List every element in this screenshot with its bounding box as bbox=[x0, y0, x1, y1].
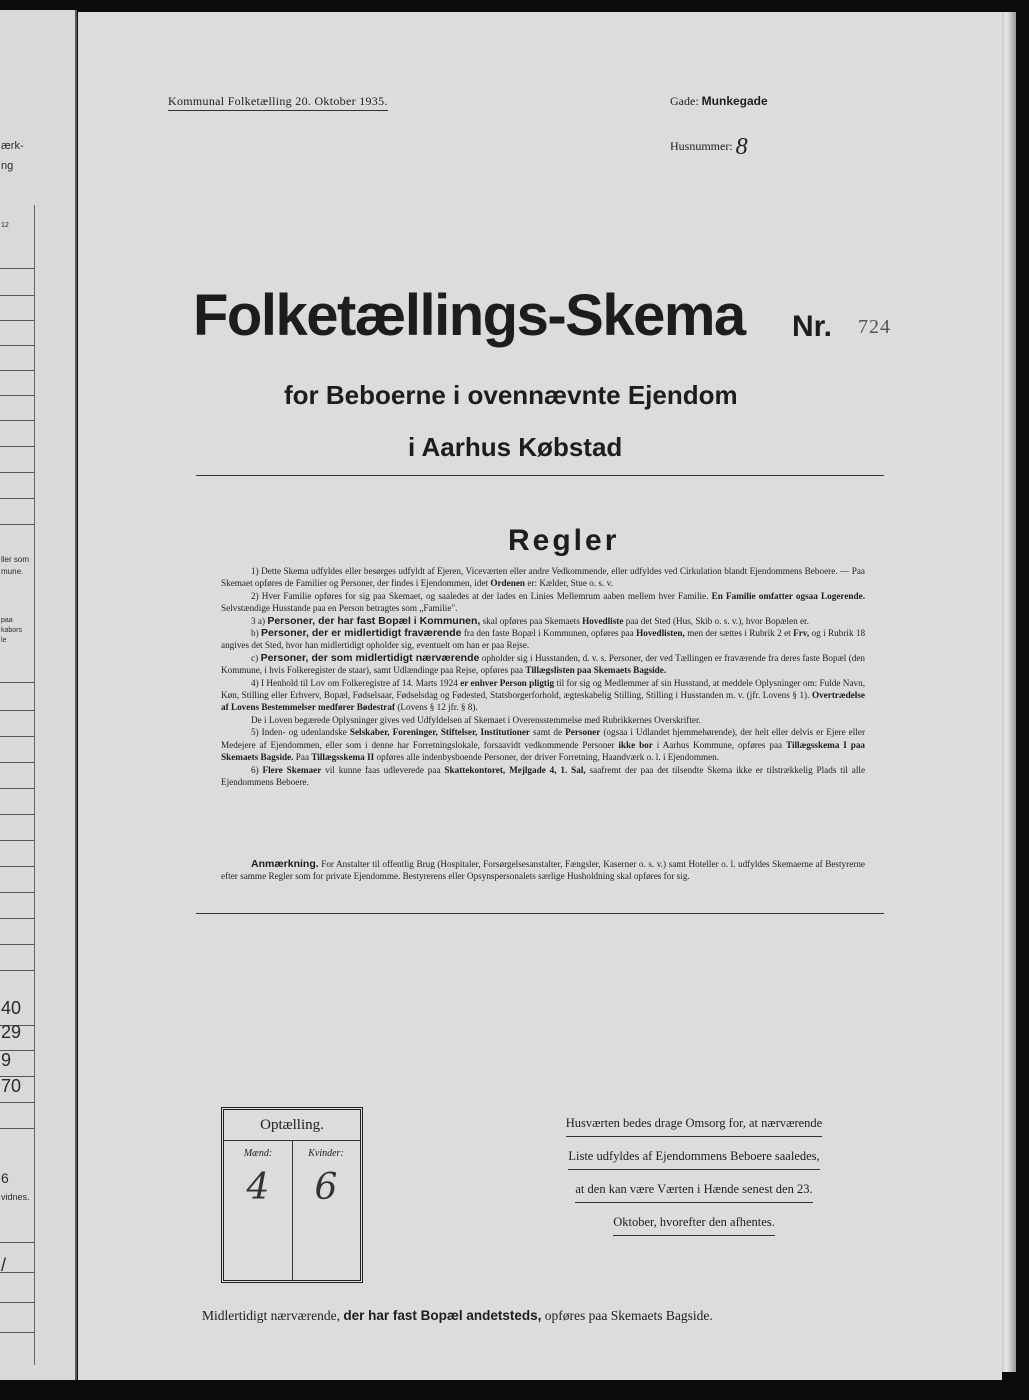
rules-text bbox=[221, 565, 865, 788]
left-page-rule bbox=[0, 320, 34, 321]
left-page-rule bbox=[0, 472, 34, 473]
footer-pre: Midlertidigt nærværende, bbox=[202, 1308, 340, 1323]
women-value: 6 bbox=[314, 1167, 338, 1208]
landlord-line-1: Husværten bedes drage Omsorg for, at nærværende bbox=[566, 1110, 823, 1137]
rule-3a: 3 a) Personer, der har fast Bopæl i Kommunen, skal opføres paa Skemaets Hovedliste paa det Sted (Hus, Skib o. s. v.), hvor Bopælen er. bbox=[251, 614, 809, 627]
rules-heading: Regler bbox=[508, 524, 620, 557]
rule-3b: b) Personer, der er midlertidigt fraværende fra den faste Bopæl i Kommunen, opføres paa Hovedlisten, men der sættes i Rubrik 2 et Frv, og i Rubrik 18 angives det Sted, hvor han midlertidigt opholder sig, eventuelt om han er paa Rejse. bbox=[221, 627, 866, 651]
left-page-fragment-text: 12 bbox=[1, 222, 9, 229]
left-page-rule bbox=[0, 970, 34, 971]
rule-6: 6) Flere Skemaer vil kunne faas udleverede paa Skattekontoret, Mejlgade 4, 1. Sal, saafremt der paa det tilsendte Skema ikke er tilstrækkelig Plads til alle Ejendommens Beboere. bbox=[221, 764, 866, 787]
census-header-line: Kommunal Folketælling 20. Oktober 1935. bbox=[168, 94, 388, 111]
form-number-value: 724 bbox=[858, 316, 891, 338]
left-page-rule bbox=[0, 420, 34, 421]
left-page-fragment-text: ng bbox=[1, 160, 14, 172]
count-title: Optælling. bbox=[224, 1110, 360, 1141]
left-page-fragment-text: 6 bbox=[1, 1170, 9, 1186]
form-subtitle-city: i Aarhus Købstad bbox=[408, 432, 623, 462]
left-page-fragment-text: mune. bbox=[1, 567, 24, 576]
divider-bottom bbox=[196, 913, 884, 914]
form-title: Folketællings-Skema bbox=[193, 283, 745, 348]
rule-1: 1) Dette Skema udfyldes eller besørges udfyldt af Ejeren, Viceværten eller andre Vedkommende, eller udfyldes ved Cirkulation blandt Ejendommens Beboere. — Paa Skemaet opføres de Familier og Personer, der findes i Ejendommen, idet Ordenen er: Kælder, Stue o. s. v. bbox=[221, 566, 865, 589]
rule-2: 2) Hver Familie opføres for sig paa Skemaet, og saaledes at der lades en Linies Mellemrum aaben mellem hver Familie. En Familie omfatter ogsaa Logerende. Selvstændige Husstande paa en Person betragtes som „Familie". bbox=[221, 590, 865, 614]
landlord-line-3: at den kan være Værten i Hænde senest den 23. bbox=[575, 1176, 812, 1203]
left-page-fragment-text: 29 bbox=[1, 1022, 22, 1042]
rule-4: 4) I Henhold til Lov om Folkeregistre af 14. Marts 1924 er enhver Person pligtig til for sig og Medlemmer af sin Husstand, at meddele Oplysninger om: Fulde Navn, Køn, Stilling eller Erhverv, Bopæl, Fødselsaar, Fødselsdag og Fødested, Statsborgerforhold, ægteskabelig Stilling, Stilling i Husstanden m. v. (jfr. Lovens § 1). Overtrædelse af Lovens Bestemmelser medfører Bødestraf (Lovens § 12 jfr. § 8). bbox=[221, 677, 866, 713]
count-box bbox=[221, 1107, 363, 1283]
left-page-rule bbox=[0, 918, 34, 919]
remark-label: Anmærkning. bbox=[251, 858, 319, 870]
left-page-rule bbox=[0, 345, 34, 346]
left-page-vertical-rule bbox=[34, 205, 35, 1365]
rule-3c: c) Personer, der som midlertidigt nærværende opholder sig i Husstanden, d. v. s. Personer, der ved Tællingen er fraværende fra deres faste Bopæl (den Kommune, i hvis Folkeregister de staar), samt Udlændinge paa Rejse, opføres paa Tillægslisten paa Skemaets Bagside. bbox=[221, 651, 866, 676]
census-form-page bbox=[78, 12, 1002, 1380]
left-page-rule bbox=[0, 762, 34, 763]
house-number-label: Husnummer: bbox=[670, 139, 733, 153]
left-page-rule bbox=[0, 395, 34, 396]
left-page-fragment-text: 40 bbox=[1, 998, 22, 1018]
left-page-fragment-text: / bbox=[1, 1255, 7, 1275]
right-page-edges bbox=[1000, 12, 1016, 1372]
left-page-rule bbox=[0, 446, 34, 447]
men-label: Mænd: bbox=[243, 1148, 273, 1159]
left-page-rule bbox=[0, 866, 34, 867]
women-label: Kvinder: bbox=[308, 1148, 344, 1159]
left-page-fragment-text: paa bbox=[1, 617, 13, 624]
landlord-instruction bbox=[524, 1110, 864, 1242]
left-page-rule bbox=[0, 1302, 34, 1303]
men-count-column bbox=[224, 1140, 293, 1280]
form-number-label: Nr. bbox=[792, 310, 833, 343]
landlord-line-4: Oktober, hvorefter den afhentes. bbox=[613, 1209, 775, 1236]
left-page-fragment-text: 9 bbox=[1, 1050, 12, 1070]
left-page-fragment-text: ærk- bbox=[1, 140, 24, 152]
left-page-rule bbox=[0, 736, 34, 737]
left-page-rule bbox=[0, 1242, 34, 1243]
street-field bbox=[670, 94, 768, 109]
footer-note bbox=[202, 1308, 713, 1324]
footer-bold: der har fast Bopæl andetsteds, bbox=[343, 1308, 542, 1323]
left-page-rule bbox=[0, 1332, 34, 1333]
left-page-fragment-text: le bbox=[1, 637, 7, 644]
women-count-column bbox=[292, 1140, 360, 1280]
divider-top bbox=[196, 475, 884, 476]
left-page-fragment-text: vidnes. bbox=[1, 1192, 30, 1202]
left-page-rule bbox=[0, 788, 34, 789]
left-page-fragment-text: kabors bbox=[1, 627, 23, 634]
left-page-rule bbox=[0, 814, 34, 815]
remark-text: For Anstalter til offentlig Brug (Hospitaler, Forsørgelsesanstalter, Fængsler, Kaserner o. s. v.) samt Hoteller o. l. udfyldes Skemaerne af Bestyrerne efter samme Regler som for private Ejendomme. Bestyrerens eller Opsynspersonalets særlige Husholdning skal opføres for sig. bbox=[221, 859, 865, 882]
left-page-fragment-text: 70 bbox=[1, 1076, 22, 1096]
left-page-rule bbox=[0, 892, 34, 893]
street-value: Munkegade bbox=[701, 94, 768, 108]
remark-note bbox=[221, 858, 865, 883]
rule-5: 5) Inden- og udenlandske Selskaber, Foreninger, Stiftelser, Institutioner samt de Personer (ogsaa i Udlandet hjemmehørende), der helt eller delvis er Ejere eller Medejere af Ejendommen, eller som i denne har Forretningslokale, forsaavidt vedkommende Personer ikke bor i Aarhus Kommune, opføres paa Tillægsskema I paa Skemaets Bagside. Paa Tillægsskema II opføres alle indenbysboende Personer, der driver Forretning, Haandværk o. l. i Ejendommen. bbox=[221, 727, 866, 763]
landlord-line-2: Liste udfyldes af Ejendommens Beboere saaledes, bbox=[568, 1143, 819, 1170]
left-page-rule bbox=[0, 1102, 34, 1103]
house-number-field bbox=[670, 130, 748, 160]
left-page-rule bbox=[0, 682, 34, 683]
left-page-rule bbox=[0, 944, 34, 945]
men-value: 4 bbox=[246, 1167, 270, 1208]
left-page-rule bbox=[0, 295, 34, 296]
house-number-value: 8 bbox=[735, 134, 748, 160]
left-page-rule bbox=[0, 710, 34, 711]
left-page-rule bbox=[0, 840, 34, 841]
left-page-fragment bbox=[0, 10, 77, 1380]
form-subtitle-residents: for Beboerne i ovennævnte Ejendom bbox=[284, 380, 738, 410]
left-page-rule bbox=[0, 1128, 34, 1129]
street-label: Gade: bbox=[670, 94, 699, 108]
rule-4b: De i Loven begærede Oplysninger gives ved Udfyldelsen af Skemaet i Overensstemmelse med Rubrikkernes Overskrifter. bbox=[251, 714, 701, 725]
left-page-rule bbox=[0, 268, 34, 269]
left-page-rule bbox=[0, 370, 34, 371]
left-page-rule bbox=[0, 524, 34, 525]
left-page-rule bbox=[0, 498, 34, 499]
footer-post: opføres paa Skemaets Bagside. bbox=[544, 1308, 713, 1323]
left-page-fragment-text: ller som bbox=[1, 555, 30, 564]
